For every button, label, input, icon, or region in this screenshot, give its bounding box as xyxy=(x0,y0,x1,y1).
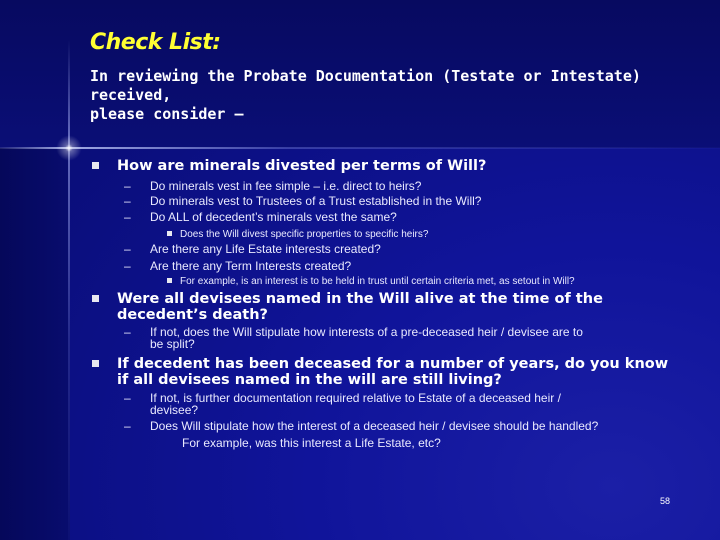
checklist-item-devisees-alive xyxy=(117,291,687,323)
dash-bullet-icon: – xyxy=(124,210,131,224)
item-heading: decedent’s death? xyxy=(117,307,268,323)
intro-line: In reviewing the Probate Documentation (Testate or Intestate) xyxy=(90,67,641,85)
sub-item: – Do ALL of decedent’s minerals vest the same? xyxy=(124,210,397,224)
intro-line: received, xyxy=(90,86,172,104)
sub-item: – Do minerals vest in fee simple – i.e. direct to heirs? xyxy=(124,179,422,193)
checklist-item-minerals xyxy=(117,158,687,174)
item-heading: How are minerals divested per terms of Will? xyxy=(117,158,487,174)
dash-bullet-icon: – xyxy=(124,179,131,193)
square-bullet-icon xyxy=(92,162,99,169)
square-bullet-icon xyxy=(167,278,172,283)
checklist-item-devisees-living xyxy=(117,356,687,388)
dash-bullet-icon: – xyxy=(124,419,131,433)
sub-item: – Are there any Life Estate interests created? xyxy=(124,242,381,256)
square-bullet-icon xyxy=(92,295,99,302)
dash-bullet-icon: – xyxy=(124,259,131,273)
intro-line: please consider – xyxy=(90,105,244,123)
item-heading: If decedent has been deceased for a number of years, do you know xyxy=(117,356,669,372)
sub-item: – Do minerals vest to Trustees of a Trust established in the Will? xyxy=(124,194,482,208)
sub-item: – Are there any Term Interests created? xyxy=(124,259,352,273)
sub-sub-item: Does the Will divest specific properties to specific heirs? xyxy=(180,229,680,240)
square-bullet-icon xyxy=(92,360,99,367)
item-heading: if all devisees named in the will are still living? xyxy=(117,372,502,388)
dash-bullet-icon: – xyxy=(124,391,131,405)
sub-item: – Does Will stipulate how the interest of a deceased heir / devisee should be handled? xyxy=(124,419,599,433)
intro-text xyxy=(90,67,700,124)
square-bullet-icon xyxy=(167,231,172,236)
dash-bullet-icon: – xyxy=(124,194,131,208)
slide-title: Check List: xyxy=(90,30,221,55)
page-number: 58 xyxy=(660,496,671,506)
item-heading: Were all devisees named in the Will alive at the time of the xyxy=(117,291,603,307)
sub-sub-item: For example, is an interest is to be held in trust until certain criteria met, as setout in Will? xyxy=(180,276,680,287)
sub-item: – If not, is further documentation required relative to Estate of a deceased heir / devisee? xyxy=(124,391,561,417)
sub-sub-item: For example, was this interest a Life Estate, etc? xyxy=(182,436,441,450)
dash-bullet-icon: – xyxy=(124,242,131,256)
sub-item: – If not, does the Will stipulate how interests of a pre-deceased heir / devisee are to be split? xyxy=(124,325,583,351)
dash-bullet-icon: – xyxy=(124,325,131,339)
